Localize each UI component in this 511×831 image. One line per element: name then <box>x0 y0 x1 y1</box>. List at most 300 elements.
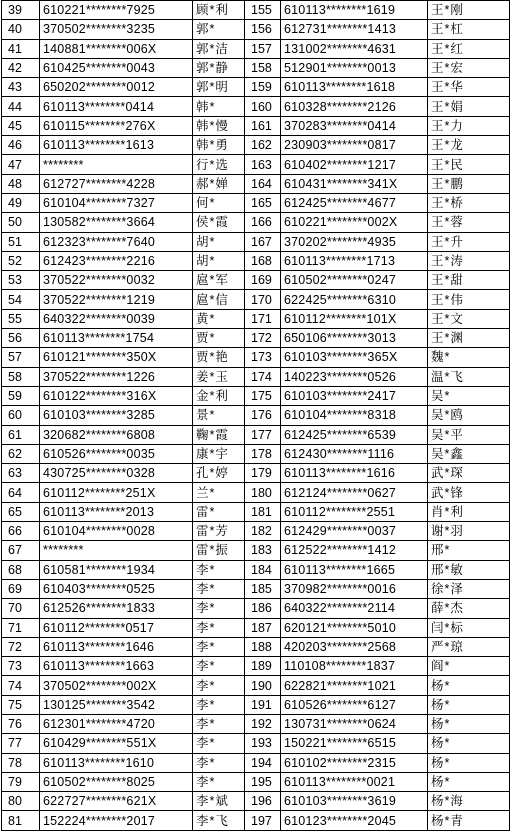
id-number-right: 622821********1021 <box>281 676 428 695</box>
row-number-right: 194 <box>245 753 281 772</box>
row-number-right: 183 <box>245 541 281 560</box>
row-number-left: 59 <box>2 386 40 405</box>
row-number-left: 74 <box>2 676 40 695</box>
person-name-right: 王*龙 <box>428 136 510 155</box>
row-number-right: 179 <box>245 464 281 483</box>
person-name-left: 韩* <box>193 97 245 116</box>
person-name-right: 武*琛 <box>428 464 510 483</box>
id-number-right: 612430********1116 <box>281 444 428 463</box>
row-number-right: 171 <box>245 309 281 328</box>
id-number-left: 610113********2013 <box>40 502 193 521</box>
table-row <box>2 502 510 521</box>
table-row <box>2 560 510 579</box>
row-number-right: 177 <box>245 425 281 444</box>
id-number-right: 512901********0013 <box>281 58 428 77</box>
id-number-left: 612423********2216 <box>40 251 193 270</box>
row-number-left: 39 <box>2 1 40 20</box>
row-number-left: 70 <box>2 599 40 618</box>
id-number-left: 640322********0039 <box>40 309 193 328</box>
person-name-right: 王*桥 <box>428 193 510 212</box>
id-number-left: 610122********316X <box>40 386 193 405</box>
row-number-left: 76 <box>2 714 40 733</box>
row-number-left: 41 <box>2 39 40 58</box>
id-number-left: 370502********002X <box>40 676 193 695</box>
row-number-right: 197 <box>245 811 281 830</box>
row-number-right: 169 <box>245 271 281 290</box>
row-number-right: 185 <box>245 579 281 598</box>
row-number-right: 165 <box>245 193 281 212</box>
row-number-left: 65 <box>2 502 40 521</box>
table-row <box>2 39 510 58</box>
person-name-left: 郭* <box>193 20 245 39</box>
id-number-right: 420203********2568 <box>281 637 428 656</box>
person-name-left: 景* <box>193 406 245 425</box>
person-name-right: 王*升 <box>428 232 510 251</box>
person-name-right: 严*琼 <box>428 637 510 656</box>
row-number-right: 187 <box>245 618 281 637</box>
person-name-right: 吴* <box>428 386 510 405</box>
id-number-left: 610429********551X <box>40 734 193 753</box>
person-name-right: 杨* <box>428 676 510 695</box>
person-name-left: 贾*艳 <box>193 348 245 367</box>
table-row <box>2 1 510 20</box>
table-row <box>2 329 510 348</box>
id-number-right: 612124********0627 <box>281 483 428 502</box>
row-number-left: 67 <box>2 541 40 560</box>
table-row <box>2 348 510 367</box>
id-number-left: 612301********4720 <box>40 714 193 733</box>
row-number-left: 60 <box>2 406 40 425</box>
id-number-right: 130731********0624 <box>281 714 428 733</box>
id-number-right: 610526********6127 <box>281 695 428 714</box>
row-number-left: 40 <box>2 20 40 39</box>
person-name-left: 金*利 <box>193 386 245 405</box>
row-number-left: 73 <box>2 657 40 676</box>
row-number-right: 182 <box>245 522 281 541</box>
person-name-right: 阎* <box>428 657 510 676</box>
person-name-right: 邢*敏 <box>428 560 510 579</box>
id-number-right: 612522********1412 <box>281 541 428 560</box>
person-name-left: 扈*军 <box>193 271 245 290</box>
id-number-left: 610112********251X <box>40 483 193 502</box>
table-row <box>2 155 510 174</box>
person-name-left: 李* <box>193 753 245 772</box>
row-number-right: 176 <box>245 406 281 425</box>
id-number-right: 610402********1217 <box>281 155 428 174</box>
person-name-right: 魏* <box>428 348 510 367</box>
id-number-left: 612727********4228 <box>40 174 193 193</box>
person-name-left: 行*选 <box>193 155 245 174</box>
id-number-right: 610104********8318 <box>281 406 428 425</box>
person-name-right: 王*宏 <box>428 58 510 77</box>
person-name-left: 韩*慢 <box>193 116 245 135</box>
row-number-right: 170 <box>245 290 281 309</box>
id-number-left: 370522********1219 <box>40 290 193 309</box>
table-row <box>2 271 510 290</box>
row-number-right: 173 <box>245 348 281 367</box>
row-number-right: 192 <box>245 714 281 733</box>
person-name-right: 王*刚 <box>428 1 510 20</box>
roster-table-body <box>2 1 510 831</box>
table-row <box>2 20 510 39</box>
table-row <box>2 213 510 232</box>
id-number-left: 610526********0035 <box>40 444 193 463</box>
id-number-right: 610102********2315 <box>281 753 428 772</box>
row-number-left: 55 <box>2 309 40 328</box>
row-number-right: 180 <box>245 483 281 502</box>
person-name-left: 雷*振 <box>193 541 245 560</box>
id-number-left: 152224********2017 <box>40 811 193 830</box>
person-name-right: 王*红 <box>428 39 510 58</box>
table-row <box>2 792 510 811</box>
row-number-left: 57 <box>2 348 40 367</box>
row-number-left: 78 <box>2 753 40 772</box>
table-row <box>2 657 510 676</box>
table-row <box>2 753 510 772</box>
table-row <box>2 97 510 116</box>
id-number-right: 610328********2126 <box>281 97 428 116</box>
row-number-left: 49 <box>2 193 40 212</box>
row-number-right: 178 <box>245 444 281 463</box>
id-number-left: 610502********8025 <box>40 772 193 791</box>
person-name-right: 王*蓉 <box>428 213 510 232</box>
person-name-right: 徐*泽 <box>428 579 510 598</box>
row-number-right: 181 <box>245 502 281 521</box>
id-number-right: 610113********1665 <box>281 560 428 579</box>
row-number-left: 56 <box>2 329 40 348</box>
id-number-left: 610221********7925 <box>40 1 193 20</box>
id-number-left: 370522********0032 <box>40 271 193 290</box>
id-number-right: 610123********2045 <box>281 811 428 830</box>
person-name-right: 王*鹏 <box>428 174 510 193</box>
person-name-right: 薛*杰 <box>428 599 510 618</box>
row-number-right: 157 <box>245 39 281 58</box>
person-name-right: 王*华 <box>428 78 510 97</box>
row-number-right: 164 <box>245 174 281 193</box>
table-row <box>2 386 510 405</box>
row-number-right: 156 <box>245 20 281 39</box>
id-number-right: 610103********2417 <box>281 386 428 405</box>
row-number-right: 188 <box>245 637 281 656</box>
row-number-left: 81 <box>2 811 40 830</box>
id-number-left: 622727********621X <box>40 792 193 811</box>
id-number-left: 650202********0012 <box>40 78 193 97</box>
id-number-left: 130125********3542 <box>40 695 193 714</box>
id-number-left: 610121********350X <box>40 348 193 367</box>
table-row <box>2 367 510 386</box>
table-row <box>2 444 510 463</box>
id-number-left: 130582********3664 <box>40 213 193 232</box>
id-number-left: 612526********1833 <box>40 599 193 618</box>
id-number-right: 610103********3619 <box>281 792 428 811</box>
id-number-right: 610113********1618 <box>281 78 428 97</box>
person-name-right: 王*渊 <box>428 329 510 348</box>
person-name-right: 武*锋 <box>428 483 510 502</box>
id-number-left: 612323********7640 <box>40 232 193 251</box>
row-number-right: 189 <box>245 657 281 676</box>
row-number-right: 162 <box>245 136 281 155</box>
table-row <box>2 290 510 309</box>
row-number-left: 45 <box>2 116 40 135</box>
person-name-left: 胡* <box>193 232 245 251</box>
table-row <box>2 637 510 656</box>
table-row <box>2 425 510 444</box>
row-number-left: 52 <box>2 251 40 270</box>
id-number-right: 650106********3013 <box>281 329 428 348</box>
id-number-left: 610113********1663 <box>40 657 193 676</box>
id-number-left: 610113********1610 <box>40 753 193 772</box>
id-number-left: 370502********3235 <box>40 20 193 39</box>
person-name-right: 王*杠 <box>428 20 510 39</box>
id-number-right: 610113********1619 <box>281 1 428 20</box>
person-name-left: 何* <box>193 193 245 212</box>
row-number-right: 172 <box>245 329 281 348</box>
person-name-left: 李* <box>193 637 245 656</box>
row-number-left: 75 <box>2 695 40 714</box>
person-name-left: 扈*信 <box>193 290 245 309</box>
row-number-left: 64 <box>2 483 40 502</box>
row-number-left: 61 <box>2 425 40 444</box>
id-number-right: 610431********341X <box>281 174 428 193</box>
id-number-right: 612429********0037 <box>281 522 428 541</box>
table-row <box>2 116 510 135</box>
person-name-left: 郭*洁 <box>193 39 245 58</box>
person-name-left: 姜*玉 <box>193 367 245 386</box>
id-number-right: 622425********6310 <box>281 290 428 309</box>
person-name-left: 李* <box>193 676 245 695</box>
row-number-left: 63 <box>2 464 40 483</box>
row-number-right: 168 <box>245 251 281 270</box>
row-number-left: 71 <box>2 618 40 637</box>
person-name-right: 王*涛 <box>428 251 510 270</box>
roster-table <box>1 0 510 831</box>
row-number-left: 48 <box>2 174 40 193</box>
table-row <box>2 772 510 791</box>
person-name-right: 王*娟 <box>428 97 510 116</box>
id-number-right: 612425********6539 <box>281 425 428 444</box>
table-row <box>2 78 510 97</box>
person-name-right: 杨* <box>428 772 510 791</box>
id-number-left: 610581********1934 <box>40 560 193 579</box>
row-number-left: 58 <box>2 367 40 386</box>
person-name-right: 杨* <box>428 695 510 714</box>
person-name-right: 杨* <box>428 753 510 772</box>
person-name-right: 肖*利 <box>428 502 510 521</box>
id-number-left: ******** <box>40 155 193 174</box>
person-name-right: 杨* <box>428 714 510 733</box>
id-number-left: 610115********276X <box>40 116 193 135</box>
row-number-left: 46 <box>2 136 40 155</box>
id-number-right: 110108********1837 <box>281 657 428 676</box>
person-name-left: 李* <box>193 695 245 714</box>
id-number-left: 610113********1754 <box>40 329 193 348</box>
row-number-left: 68 <box>2 560 40 579</box>
id-number-right: 620121********5010 <box>281 618 428 637</box>
row-number-right: 159 <box>245 78 281 97</box>
table-row <box>2 251 510 270</box>
person-name-right: 王*文 <box>428 309 510 328</box>
person-name-right: 谢*羽 <box>428 522 510 541</box>
row-number-right: 195 <box>245 772 281 791</box>
id-number-right: 610502********0247 <box>281 271 428 290</box>
id-number-right: 610113********1713 <box>281 251 428 270</box>
row-number-right: 158 <box>245 58 281 77</box>
row-number-right: 175 <box>245 386 281 405</box>
id-number-right: 370982********0016 <box>281 579 428 598</box>
id-number-right: 150221********6515 <box>281 734 428 753</box>
id-number-left: 320682********6808 <box>40 425 193 444</box>
row-number-left: 77 <box>2 734 40 753</box>
id-number-left: 610103********3285 <box>40 406 193 425</box>
person-name-left: 李* <box>193 657 245 676</box>
person-name-left: 黄* <box>193 309 245 328</box>
row-number-right: 174 <box>245 367 281 386</box>
id-number-right: 610113********0021 <box>281 772 428 791</box>
person-name-right: 王*民 <box>428 155 510 174</box>
id-number-right: 612425********4677 <box>281 193 428 212</box>
row-number-right: 196 <box>245 792 281 811</box>
id-number-right: 610112********101X <box>281 309 428 328</box>
row-number-right: 193 <box>245 734 281 753</box>
row-number-left: 51 <box>2 232 40 251</box>
id-number-left: 610425********0043 <box>40 58 193 77</box>
person-name-left: 鞠*霞 <box>193 425 245 444</box>
table-row <box>2 174 510 193</box>
person-name-left: 雷* <box>193 502 245 521</box>
table-row <box>2 618 510 637</box>
person-name-right: 王*伟 <box>428 290 510 309</box>
id-number-right: 610103********365X <box>281 348 428 367</box>
person-name-left: 李*飞 <box>193 811 245 830</box>
table-row <box>2 464 510 483</box>
table-row <box>2 676 510 695</box>
person-name-right: 温*飞 <box>428 367 510 386</box>
row-number-right: 160 <box>245 97 281 116</box>
person-name-left: 贾* <box>193 329 245 348</box>
id-number-left: 610113********1646 <box>40 637 193 656</box>
person-name-left: 侯*霞 <box>193 213 245 232</box>
id-number-right: 610113********1616 <box>281 464 428 483</box>
id-number-right: 612731********1413 <box>281 20 428 39</box>
row-number-right: 155 <box>245 1 281 20</box>
id-number-left: 610113********0414 <box>40 97 193 116</box>
person-name-right: 邢* <box>428 541 510 560</box>
id-number-right: 140223********0526 <box>281 367 428 386</box>
id-number-left: 610403********0525 <box>40 579 193 598</box>
id-number-right: 370283********0414 <box>281 116 428 135</box>
id-number-right: 610221********002X <box>281 213 428 232</box>
row-number-left: 47 <box>2 155 40 174</box>
person-name-left: 胡* <box>193 251 245 270</box>
person-name-left: 李*斌 <box>193 792 245 811</box>
id-number-left: 430725********0328 <box>40 464 193 483</box>
row-number-left: 44 <box>2 97 40 116</box>
row-number-right: 186 <box>245 599 281 618</box>
person-name-right: 王*力 <box>428 116 510 135</box>
table-row <box>2 695 510 714</box>
person-name-left: 郭*明 <box>193 78 245 97</box>
person-name-left: 李* <box>193 734 245 753</box>
person-name-left: 孔*婷 <box>193 464 245 483</box>
table-row <box>2 579 510 598</box>
table-row <box>2 136 510 155</box>
person-name-right: 王*甜 <box>428 271 510 290</box>
table-row <box>2 811 510 830</box>
row-number-right: 184 <box>245 560 281 579</box>
person-name-left: 韩*勇 <box>193 136 245 155</box>
person-name-left: 李* <box>193 599 245 618</box>
person-name-left: 郭*静 <box>193 58 245 77</box>
row-number-right: 190 <box>245 676 281 695</box>
table-row <box>2 714 510 733</box>
row-number-left: 66 <box>2 522 40 541</box>
person-name-left: 雷*芳 <box>193 522 245 541</box>
table-row <box>2 734 510 753</box>
row-number-left: 50 <box>2 213 40 232</box>
row-number-left: 79 <box>2 772 40 791</box>
person-name-left: 顾*利 <box>193 1 245 20</box>
id-number-right: 640322********2114 <box>281 599 428 618</box>
row-number-right: 163 <box>245 155 281 174</box>
person-name-right: 杨* <box>428 734 510 753</box>
table-row <box>2 193 510 212</box>
row-number-right: 191 <box>245 695 281 714</box>
person-name-left: 康*宇 <box>193 444 245 463</box>
id-number-left: 610113********1613 <box>40 136 193 155</box>
id-number-left: 610112********0517 <box>40 618 193 637</box>
table-row <box>2 309 510 328</box>
id-number-right: 610112********2551 <box>281 502 428 521</box>
table-row <box>2 522 510 541</box>
person-name-left: 李* <box>193 618 245 637</box>
row-number-left: 42 <box>2 58 40 77</box>
id-number-right: 131002********4631 <box>281 39 428 58</box>
id-number-left: 610104********7327 <box>40 193 193 212</box>
person-name-left: 李* <box>193 579 245 598</box>
table-row <box>2 58 510 77</box>
row-number-left: 62 <box>2 444 40 463</box>
id-number-left: ******** <box>40 541 193 560</box>
person-name-left: 郝*婵 <box>193 174 245 193</box>
table-row <box>2 599 510 618</box>
table-row <box>2 406 510 425</box>
row-number-right: 166 <box>245 213 281 232</box>
row-number-left: 54 <box>2 290 40 309</box>
person-name-right: 闫*标 <box>428 618 510 637</box>
row-number-left: 53 <box>2 271 40 290</box>
row-number-left: 69 <box>2 579 40 598</box>
id-number-right: 230903********0817 <box>281 136 428 155</box>
row-number-left: 80 <box>2 792 40 811</box>
row-number-left: 43 <box>2 78 40 97</box>
person-name-left: 李* <box>193 560 245 579</box>
id-number-right: 370202********4935 <box>281 232 428 251</box>
table-row <box>2 232 510 251</box>
table-row <box>2 541 510 560</box>
row-number-right: 167 <box>245 232 281 251</box>
person-name-left: 李* <box>193 714 245 733</box>
id-number-left: 140881********006X <box>40 39 193 58</box>
person-name-right: 吴*平 <box>428 425 510 444</box>
person-name-right: 吴*鑫 <box>428 444 510 463</box>
row-number-left: 72 <box>2 637 40 656</box>
person-name-right: 杨*青 <box>428 811 510 830</box>
table-row <box>2 483 510 502</box>
person-name-right: 杨*海 <box>428 792 510 811</box>
id-number-left: 370522********1226 <box>40 367 193 386</box>
person-name-right: 吴*鸥 <box>428 406 510 425</box>
person-name-left: 李* <box>193 772 245 791</box>
